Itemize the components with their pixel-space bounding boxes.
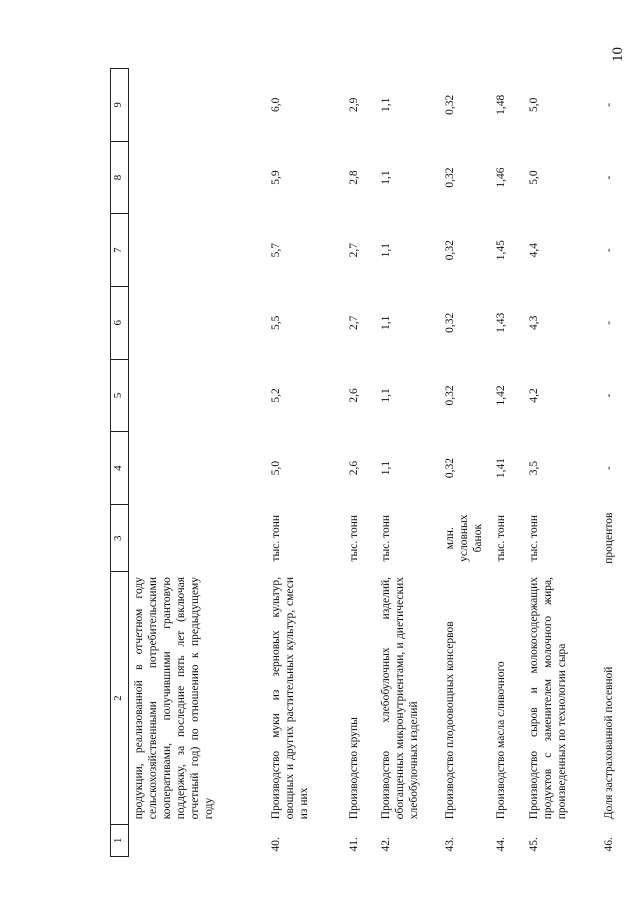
value-cell: - xyxy=(603,102,616,107)
value-cell: - xyxy=(603,175,616,180)
value-cell xyxy=(129,214,267,287)
row-number: 44. xyxy=(494,837,507,852)
indicator-name: Производство муки из зерновых культур, овощных и других растительных культур, смеси из них xyxy=(270,576,311,820)
value-cell: 1,1 xyxy=(380,460,393,476)
value-cell: 4,4 xyxy=(527,242,540,258)
indicator-name: продукции, реализованной в отчетном году сельскохозяйственными потребительскими кооперативами, получившими грантовую поддержку, за последние пять лет (включая отчетный год) по отношению к предыдущему году xyxy=(133,576,216,820)
unit-cell: тыс. тонн xyxy=(270,514,283,562)
value-cell: 1,1 xyxy=(380,170,393,185)
value-cell: 1,41 xyxy=(494,458,507,479)
table-row xyxy=(376,69,439,857)
value-cell: 0,32 xyxy=(443,458,456,479)
indicator-name: Производство крупы xyxy=(347,717,360,820)
unit-cell: тыс. тонн xyxy=(347,514,360,562)
table-row xyxy=(344,69,377,857)
value-cell: 4,3 xyxy=(527,315,540,330)
value-cell: 4,2 xyxy=(527,388,540,403)
header-col-4: 4 xyxy=(111,432,129,505)
value-cell: 0,32 xyxy=(443,240,456,261)
row-number: 45. xyxy=(527,837,540,852)
table-row xyxy=(524,69,600,857)
value-cell: 5,5 xyxy=(270,315,283,330)
value-cell: 2,7 xyxy=(347,242,360,258)
value-cell xyxy=(129,141,267,214)
value-cell: - xyxy=(603,393,616,398)
value-cell: 1,42 xyxy=(494,385,507,406)
unit-cell: процентов xyxy=(603,512,616,564)
unit-cell: тыс. тонн xyxy=(494,514,507,562)
value-cell: 1,1 xyxy=(380,242,393,258)
value-cell: 0,32 xyxy=(443,167,456,188)
header-col-9: 9 xyxy=(111,69,129,142)
table-row xyxy=(599,69,628,857)
value-cell: 1,1 xyxy=(380,388,393,403)
unit-cell xyxy=(129,504,267,572)
value-cell: 6,0 xyxy=(270,97,283,113)
header-col-3: 3 xyxy=(111,504,129,572)
header-col-2: 2 xyxy=(111,572,129,824)
value-cell: 5,9 xyxy=(270,170,283,185)
rotated-table-container xyxy=(110,68,628,857)
row-number: 42. xyxy=(380,837,393,852)
value-cell: 3,5 xyxy=(527,460,540,476)
row-number: 46. xyxy=(603,837,616,852)
value-cell: 0,32 xyxy=(443,312,456,333)
value-cell: 2,9 xyxy=(347,97,360,113)
value-cell xyxy=(129,286,267,359)
table-row xyxy=(491,69,524,857)
value-cell xyxy=(129,432,267,505)
unit-cell: тыс. тонн xyxy=(527,514,540,562)
value-cell: 2,6 xyxy=(347,460,360,476)
indicator-name: Производство масла сливочного xyxy=(494,661,507,820)
value-cell: 2,7 xyxy=(347,315,360,330)
table-row xyxy=(129,69,267,857)
value-cell: - xyxy=(603,320,616,325)
row-number: 43. xyxy=(443,837,456,852)
value-cell: 1,1 xyxy=(380,97,393,113)
unit-cell: млн. условных банок xyxy=(443,514,484,562)
value-cell: 1,46 xyxy=(494,167,507,188)
value-cell: - xyxy=(603,248,616,253)
value-cell: 5,0 xyxy=(527,170,540,185)
table-row xyxy=(440,69,491,857)
value-cell: - xyxy=(603,466,616,470)
value-cell: 1,45 xyxy=(494,240,507,261)
value-cell: 0,32 xyxy=(443,94,456,115)
value-cell: 1,43 xyxy=(494,312,507,333)
indicator-name: Доля застрахованной посевной xyxy=(603,666,616,820)
value-cell xyxy=(129,69,267,142)
header-col-5: 5 xyxy=(111,359,129,432)
table-row xyxy=(266,69,344,857)
indicator-name: Производство хлебобулочных изделий, обогащенных микронутриентами, и диетических хлебобулочных изделий xyxy=(380,576,421,820)
header-col-6: 6 xyxy=(111,286,129,359)
value-cell: 5,0 xyxy=(527,97,540,113)
value-cell: 5,7 xyxy=(270,242,283,258)
value-cell: 5,2 xyxy=(270,388,283,403)
header-col-8: 8 xyxy=(111,141,129,214)
value-cell: 2,6 xyxy=(347,388,360,403)
value-cell: 0,32 xyxy=(443,385,456,406)
value-cell: 1,48 xyxy=(494,94,507,115)
value-cell: 1,1 xyxy=(380,315,393,330)
value-cell: 5,0 xyxy=(270,460,283,476)
value-cell xyxy=(129,359,267,432)
page-number: 10 xyxy=(610,47,626,62)
row-number xyxy=(129,824,267,856)
row-number: 40. xyxy=(270,837,283,852)
header-col-7: 7 xyxy=(111,214,129,287)
row-number: 41. xyxy=(347,837,360,852)
value-cell: 2,8 xyxy=(347,170,360,185)
indicators-table xyxy=(110,68,628,857)
indicator-name: Производство сыров и молокосодержащих продуктов с заменителем молочного жира, произведенных по технологии сыра xyxy=(527,576,568,820)
indicator-name: Производство плодоовощных консервов xyxy=(443,621,456,820)
header-col-1: 1 xyxy=(111,824,129,856)
unit-cell: тыс. тонн xyxy=(380,514,393,562)
header-row xyxy=(111,69,129,857)
